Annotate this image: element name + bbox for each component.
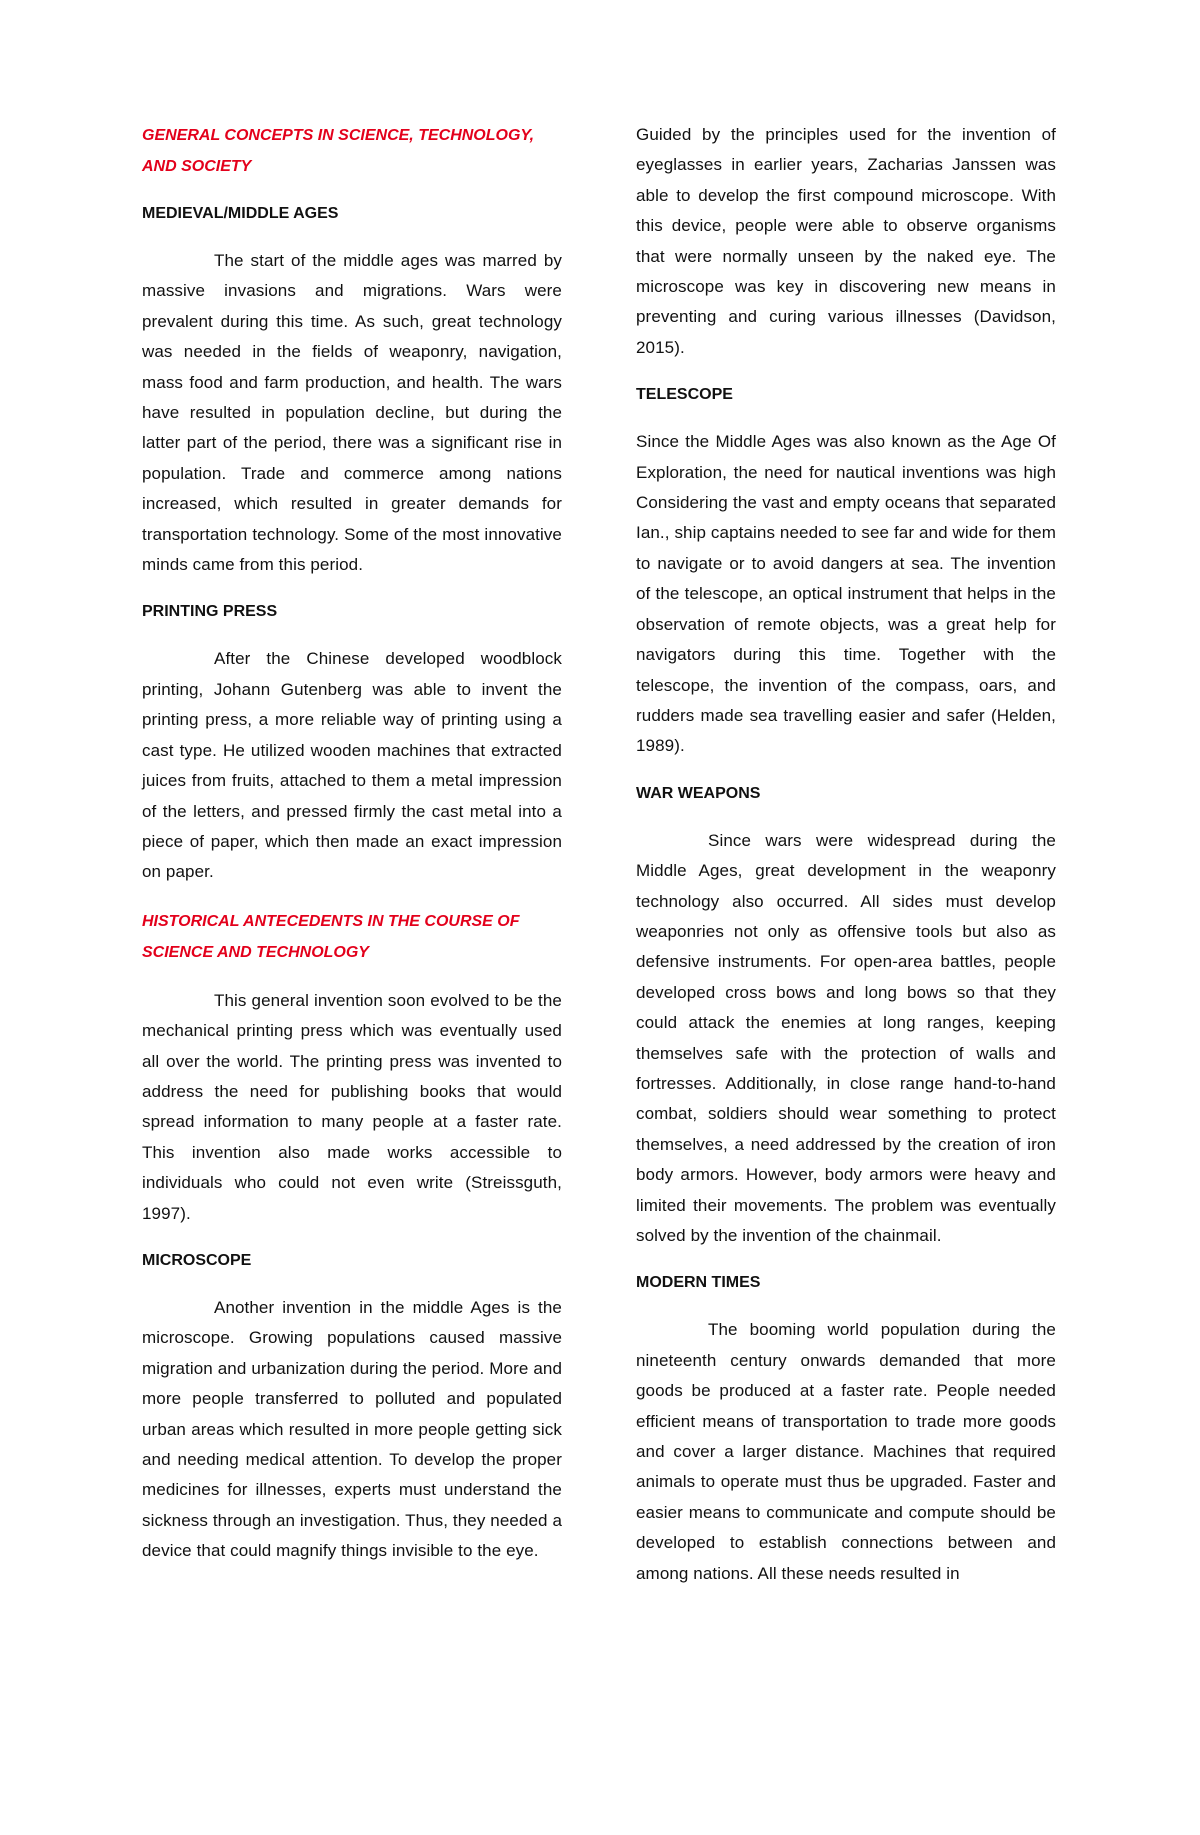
modern-times-paragraph: The booming world population during the nineteenth century onwards demanded that more goods be produced at a faster rate. People needed efficient means of transportation to trade more goods and cover a larger distance. Machines that required animals to operate must thus be upgraded. Faster and easier means to communicate and compute should be developed to establish connections between and among nations. All these needs resulted in (636, 1320, 1056, 1583)
microscope-heading: MICROSCOPE (142, 1251, 252, 1269)
printing-press-heading: PRINTING PRESS (142, 603, 278, 621)
microscope-continued-paragraph: Guided by the principles used for the invention of eyeglasses in earlier years, Zacharias Janssen was able to develop the first compound microscope. With this device, people were able to observe organisms that were normally unseen by the naked eye. The microscope was key in discovering new means in preventing and curing various illnesses (Davidson, 2015). (636, 125, 1056, 357)
medieval-heading: MEDIEVAL/MIDDLE AGES (142, 205, 339, 222)
left-column (142, 120, 562, 1567)
right-column (636, 120, 1056, 1589)
telescope-paragraph: Since the Middle Ages was also known as the Age Of Exploration, the need for nautical inventions was high Considering the vast and empty oceans that separated Ian., ship captains needed to see far and wide for them to navigate or to avoid dangers at sea. The invention of the telescope, an optical instrument that helps in the observation of remote objects, was a great help for navigators during this time. Together with the telescope, the invention of the compass, oars, and rudders made sea travelling easier and safer (Helden, 1989). (636, 432, 1056, 756)
telescope-heading: TELESCOPE (636, 386, 733, 404)
microscope-paragraph: Another invention in the middle Ages is the microscope. Growing populations caused massive migration and urbanization during the period. More and more people transferred to polluted and populated urban areas which resulted in more people getting sick and needing medical attention. To develop the proper medicines for illnesses, experts must understand the sickness through an investigation. Thus, they needed a device that could magnify things invisible to the eye. (142, 1297, 562, 1561)
war-weapons-heading: WAR WEAPONS (636, 784, 761, 802)
historical-antecedents-heading: HISTORICAL ANTECEDENTS IN THE COURSE OF SCIENCE AND TECHNOLOGY (142, 912, 520, 961)
historical-antecedents-paragraph: This general invention soon evolved to be the mechanical printing press which was eventually used all over the world. The printing press was invented to address the need for publishing books that would spread information to many people at a faster rate. This invention also made works accessible to individuals who could not even write (Streissguth, 1997). (142, 990, 562, 1223)
printing-press-paragraph: After the Chinese developed woodblock printing, Johann Gutenberg was able to invent the printing press, a more reliable way of printing using a cast type. He utilized wooden machines that extracted juices from fruits, attached to them a metal impression of the letters, and pressed firmly the cast metal into a piece of paper, which then made an exact impression on paper. (142, 649, 562, 882)
modern-times-heading: MODERN TIMES (636, 1274, 761, 1292)
medieval-paragraph: The start of the middle ages was marred by massive invasions and migrations. Wars were prevalent during this time. As such, great technology was needed in the fields of weaponry, navigation, mass food and farm production, and health. The wars have resulted in population decline, but during the latter part of the period, there was a significant rise in population. Trade and commerce among nations increased, which resulted in greater demands for transportation technology. Some of the most innovative minds came from this period. (142, 251, 562, 575)
document-title: GENERAL CONCEPTS IN SCIENCE, TECHNOLOGY, AND SOCIETY (142, 127, 535, 175)
war-weapons-paragraph: Since wars were widespread during the Middle Ages, great development in the weaponry technology also occurred. All sides must develop weaponries not only as offensive tools but also as defensive instruments. For open-area battles, people developed cross bows and long bows so that they could attack the enemies at long ranges, keeping themselves safe with the protection of walls and fortresses. Additionally, in close range hand-to-hand combat, soldiers should wear something to protect themselves, a need addressed by the creation of iron body armors. However, body armors were heavy and limited their movements. The problem was eventually solved by the invention of the chainmail. (636, 830, 1056, 1245)
